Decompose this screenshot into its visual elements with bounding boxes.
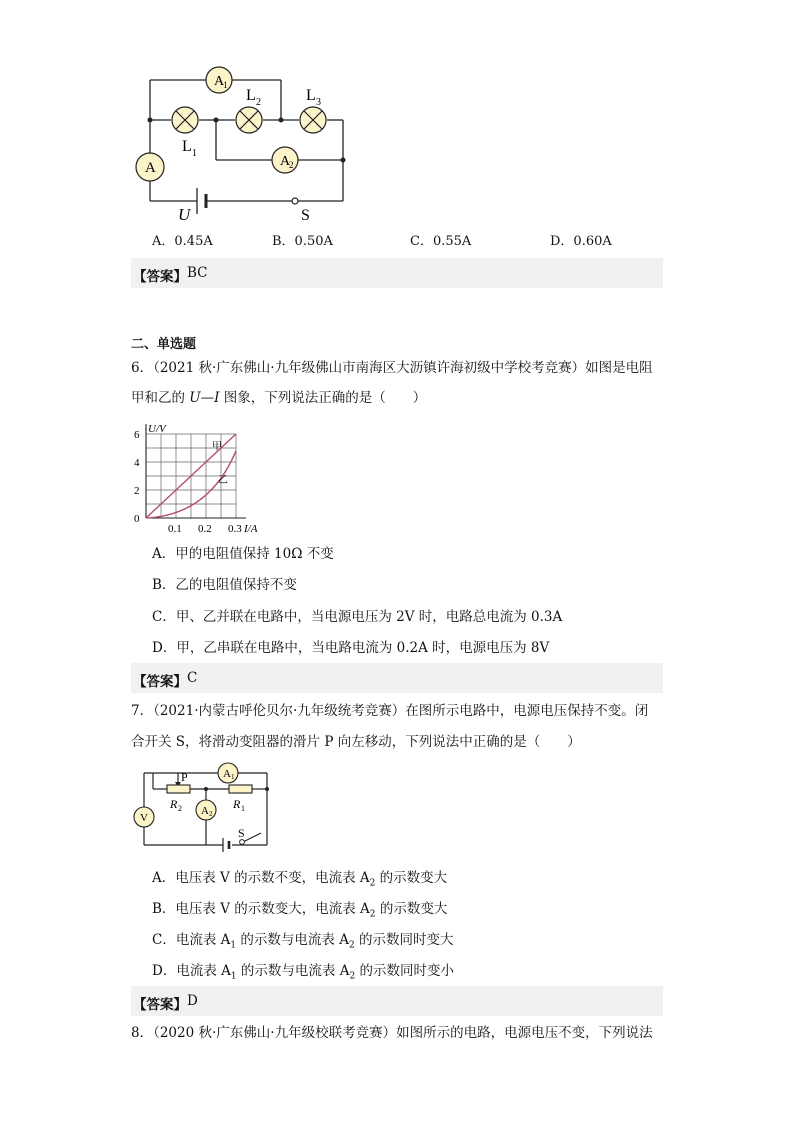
q5-option-a: A．0.45A — [152, 234, 213, 249]
svg-text:2: 2 — [178, 804, 182, 813]
q5-answer-bar — [131, 258, 663, 288]
svg-text:2: 2 — [256, 97, 261, 108]
resistor-r2 — [167, 785, 190, 793]
q7-answer-bar — [131, 986, 663, 1016]
ammeter-a1 — [206, 67, 232, 93]
ammeter-a2 — [272, 147, 298, 173]
label-s: S — [238, 826, 245, 840]
svg-text:3: 3 — [316, 97, 321, 108]
svg-text:R: R — [170, 797, 178, 811]
x-tick-label: 0.1 — [168, 523, 182, 535]
svg-text:1: 1 — [231, 773, 235, 781]
svg-text:1: 1 — [223, 80, 228, 90]
answer-label: 【答案】 — [133, 269, 187, 285]
q8-stem-line1: 8．（2020 秋·广东佛山·九年级校联考竞赛）如图所示的电路，电源电压不变，下列说法 — [131, 1025, 653, 1041]
q5-option-d: D．0.60A — [550, 234, 612, 249]
svg-text:1: 1 — [241, 804, 245, 813]
switch-terminal — [240, 840, 245, 845]
q6-option-c: C．甲、乙并联在电路中，当电源电压为 2V 时，电路总电流为 0.3A — [152, 609, 563, 625]
lamp-l3 — [300, 107, 326, 133]
label-r1 — [232, 797, 245, 813]
switch-terminal — [292, 198, 298, 204]
svg-text:L: L — [306, 87, 316, 104]
y-tick-label: 4 — [134, 457, 140, 469]
q7-stem-line1: 7．（2021·内蒙古呼伦贝尔·九年级统考竞赛）在图所示电路中，电源电压保持不变。闭 — [131, 703, 649, 719]
svg-text:V: V — [140, 812, 148, 824]
series-label-jia: 甲 — [212, 441, 222, 453]
svg-text:L: L — [246, 87, 256, 104]
ammeter-a2 — [196, 800, 216, 820]
svg-text:A: A — [280, 154, 291, 169]
label-l1 — [182, 138, 197, 159]
svg-text:R: R — [233, 797, 241, 811]
q6-option-d: D．甲，乙串联在电路中，当电路电流为 0.2A 时，电源电压为 8V — [152, 640, 550, 656]
answer-value: BC — [187, 265, 208, 281]
q5-option-c: C．0.55A — [410, 234, 472, 249]
q5-circuit-diagram — [130, 60, 360, 225]
q6-option-b: B．乙的电阻值保持不变 — [152, 577, 297, 593]
svg-text:2: 2 — [209, 810, 213, 818]
y-axis-label: U/V — [148, 423, 166, 435]
label-r2 — [169, 797, 182, 813]
svg-text:A: A — [214, 74, 225, 89]
q6-option-a: A．甲的电阻值保持 10Ω 不变 — [152, 546, 334, 562]
q7-circuit-diagram — [130, 760, 280, 860]
q5-option-b: B．0.50A — [272, 234, 333, 249]
svg-text:2: 2 — [289, 160, 294, 170]
q6-stem-line1: 6．（2021 秋·广东佛山·九年级佛山市南海区大沥镇许海初级中学校考竞赛）如图是电阻 — [131, 360, 653, 376]
resistor-r1 — [229, 785, 252, 793]
q6-ui-chart — [128, 420, 268, 535]
q6-answer-bar — [131, 663, 663, 693]
lamp-l1 — [172, 107, 198, 133]
answer-value: D — [187, 993, 198, 1009]
q7-stem-line2: 合开关 S，将滑动变阻器的滑片 P 向左移动，下列说法中正确的是（ ） — [131, 734, 581, 750]
ammeter-a — [136, 153, 164, 181]
q7-option-d: D．电流表 $A_1$ 的示数与电流表 $A_2$ 的示数同时变小 — [152, 963, 454, 982]
ui-symbol: U—I — [189, 390, 220, 406]
section-heading: 二、单选题 — [131, 337, 197, 352]
label-p: P — [181, 770, 188, 784]
answer-label: 【答案】 — [133, 674, 187, 690]
q7-option-b: B．电压表 V 的示数变大，电流表 $A_2$ 的示数变大 — [152, 901, 448, 920]
label-l3 — [306, 87, 321, 108]
answer-label: 【答案】 — [133, 997, 187, 1013]
svg-text:A: A — [145, 160, 156, 176]
answer-value: C — [187, 670, 198, 686]
svg-text:L: L — [182, 138, 192, 155]
q6-stem-line2: 甲和乙的 U—I 图象，下列说法正确的是（ ） — [131, 390, 427, 406]
x-tick-label: 0.2 — [198, 523, 212, 535]
q7-option-a: A．电压表 V 的示数不变，电流表 $A_2$ 的示数变大 — [152, 870, 448, 889]
x-axis-label: I/A — [244, 523, 258, 535]
origin-label: 0 — [134, 513, 140, 525]
lamp-l2 — [236, 107, 262, 133]
series-label-yi: 乙 — [218, 475, 228, 486]
voltmeter-v — [134, 807, 154, 827]
label-u: U — [178, 205, 191, 224]
label-l2 — [246, 87, 261, 108]
svg-text:1: 1 — [192, 148, 197, 159]
svg-text:A: A — [223, 768, 231, 780]
label-s: S — [301, 207, 310, 224]
q7-option-c: C．电流表 $A_1$ 的示数与电流表 $A_2$ 的示数同时变大 — [152, 932, 454, 951]
x-tick-label: 0.3 — [228, 523, 242, 535]
ammeter-a1 — [218, 763, 238, 783]
y-tick-label: 6 — [134, 429, 140, 441]
svg-text:A: A — [201, 805, 209, 817]
y-tick-label: 2 — [134, 485, 140, 497]
